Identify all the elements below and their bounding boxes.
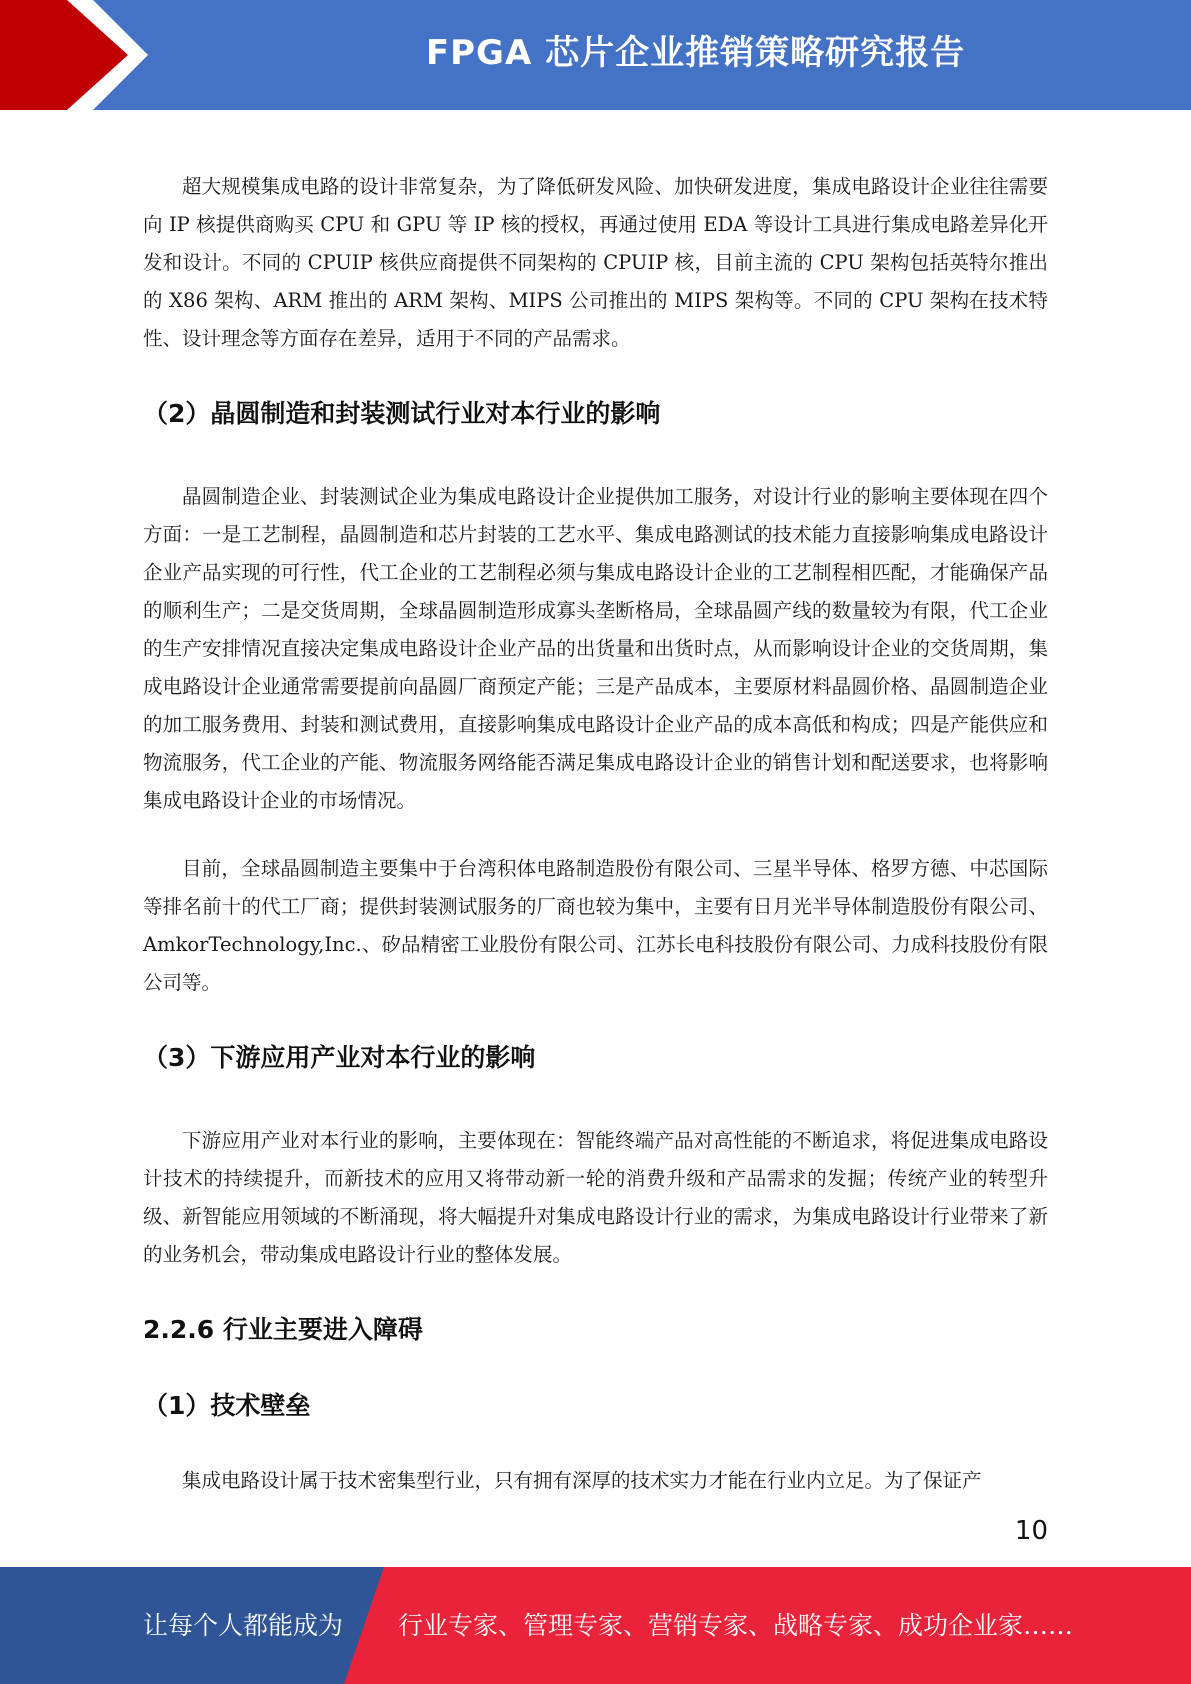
section-heading-entry-barriers: 2.2.6 行业主要进入障碍 (143, 1315, 423, 1344)
heading-downstream: （3）下游应用产业对本行业的影响 (143, 1043, 536, 1072)
page-footer (0, 1567, 1191, 1684)
paragraph-technical-barrier: 集成电路设计属于技术密集型行业，只有拥有深厚的技术实力才能在行业内立足。为了保证产 (182, 1469, 982, 1492)
report-title: FPGA 芯片企业推销策略研究报告 (425, 33, 966, 73)
footer-slogan-right: 行业专家、管理专家、营销专家、战略专家、成功企业家…… (398, 1611, 1074, 1640)
header-arrow-icon (0, 0, 160, 110)
heading-technical-barrier: （1）技术壁垒 (143, 1391, 311, 1420)
paragraph-downstream: 下游应用产业对本行业的影响，主要体现在：智能终端产品对高性能的不断追求，将促进集成电路设计技术的持续提升，而新技术的应用又将带动新一轮的消费升级和产品需求的发掘；传统产业的转型升级、新智能应用领域的不断涌现，将大幅提升对集成电路设计行业的需求，为集成电路设计行业带来了新的业务机会，带动集成电路设计行业的整体发展。 (143, 1129, 1048, 1266)
document-body (143, 168, 1048, 1500)
footer-slogan-left: 让每个人都能成为 (143, 1611, 344, 1640)
paragraph-foundries: 目前，全球晶圆制造主要集中于台湾积体电路制造股份有限公司、三星半导体、格罗方德、中芯国际等排名前十的代工厂商；提供封装测试服务的厂商也较为集中，主要有日月光半导体制造股份有限公司、AmkorTechnology,Inc.、矽品精密工业股份有限公司、江苏长电科技股份有限公司、力成科技股份有限公司等。 (143, 857, 1048, 994)
page-number: 10 (1014, 1516, 1048, 1546)
heading-wafer-manufacturing: （2）晶圆制造和封装测试行业对本行业的影响 (143, 399, 661, 428)
page-header (0, 0, 1191, 110)
paragraph-wafer-impact: 晶圆制造企业、封装测试企业为集成电路设计企业提供加工服务，对设计行业的影响主要体现在四个方面：一是工艺制程，晶圆制造和芯片封装的工艺水平、集成电路测试的技术能力直接影响集成电路设计企业产品实现的可行性，代工企业的工艺制程必须与集成电路设计企业的工艺制程相匹配，才能确保产品的顺利生产；二是交货周期，全球晶圆制造形成寡头垄断格局，全球晶圆产线的数量较为有限，代工企业的生产安排情况直接决定集成电路设计企业产品的出货量和出货时点，从而影响设计企业的交货周期，集成电路设计企业通常需要提前向晶圆厂商预定产能；三是产品成本，主要原材料晶圆价格、晶圆制造企业的加工服务费用、封装和测试费用，直接影响集成电路设计企业产品的成本高低和构成；四是产能供应和物流服务，代工企业的产能、物流服务网络能否满足集成电路设计企业的销售计划和配送要求，也将影响集成电路设计企业的市场情况。 (143, 485, 1048, 812)
paragraph-ip-core: 超大规模集成电路的设计非常复杂，为了降低研发风险、加快研发进度，集成电路设计企业往往需要向 IP 核提供商购买 CPU 和 GPU 等 IP 核的授权，再通过使用 EDA 等设计工具进行集成电路差异化开发和设计。不同的 CPUIP 核供应商提供不同架构的 CPUIP 核，目前主流的 CPU 架构包括英特尔推出的 X86 架构、ARM 推出的 ARM 架构、MIPS 公司推出的 MIPS 架构等。不同的 CPU 架构在技术特性、设计理念等方面存在差异，适用于不同的产品需求。 (143, 175, 1048, 350)
